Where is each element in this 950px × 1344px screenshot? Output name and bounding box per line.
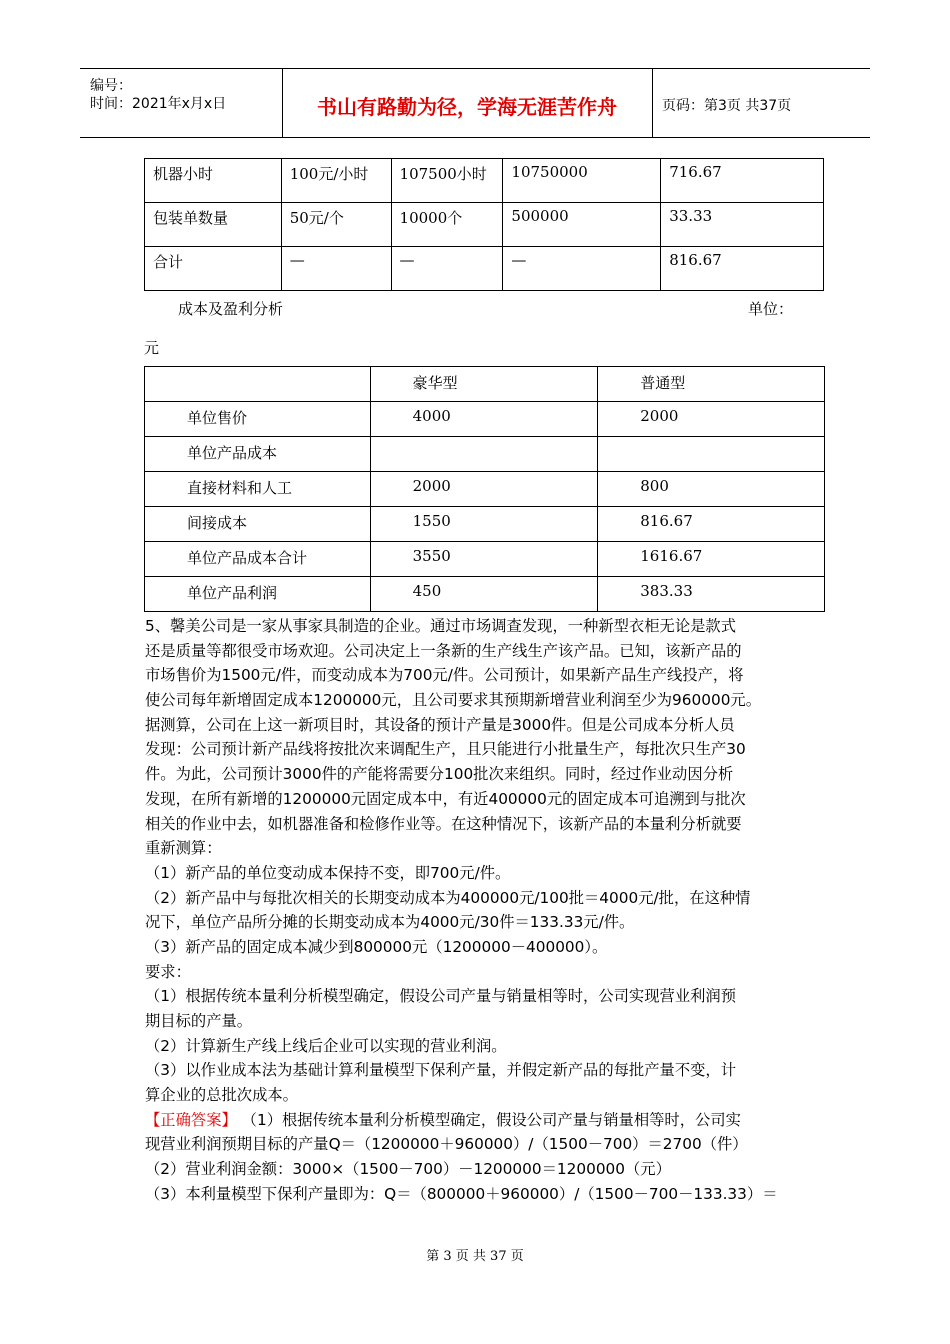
cell-text: 单位产品成本合计: [187, 549, 308, 567]
page-header: [80, 68, 870, 138]
cell-text: 100元/小时: [289, 165, 369, 183]
cost-profit-table: [144, 366, 825, 612]
cell-text: 机器小时: [153, 165, 214, 183]
cell-text: 2000: [640, 407, 679, 425]
paragraph-line: 据测算，公司在上这一新项目时，其设备的预计产量是3000件。但是公司成本分析人员: [145, 715, 735, 734]
cell-text: 2000: [412, 477, 451, 495]
cell-text: 豪华型: [412, 374, 458, 392]
cell-text: —: [399, 251, 415, 269]
paragraph-line: （3）以作业成本法为基础计算利量模型下保利产量，并假定新产品的每批产量不变，计: [145, 1061, 737, 1080]
header-page-label: 页码：第3页 共37页: [662, 98, 792, 114]
paragraph-line: 市场售价为1500元/件，而变动成本为700元/件。公司预计，如果新产品生产线投产，将: [145, 666, 744, 685]
paragraph-line: （1）新产品的单位变动成本保持不变，即700元/件。: [145, 863, 511, 882]
table-cell: [503, 159, 661, 203]
answer-line: （3）本利量模型下保利产量即为：Q＝（800000＋960000）/（1500－700－133.33）＝: [145, 1184, 778, 1203]
table-cell: [145, 247, 282, 291]
header-motto: 书山有路勤为径，学海无涯苦作舟: [317, 95, 617, 119]
table-cell: [370, 472, 598, 507]
table-cell: [370, 577, 598, 612]
table-row: [145, 247, 824, 291]
cell-text: 10000个: [399, 209, 463, 227]
table-cell: [598, 437, 825, 472]
table-row: [145, 472, 825, 507]
table-cell: [370, 437, 598, 472]
table-header-row: [145, 367, 825, 402]
header-left-cell: [80, 69, 283, 137]
cell-text: 合计: [153, 253, 184, 271]
table-row: [145, 542, 825, 577]
table-cell: [503, 203, 661, 247]
table-cell: [281, 203, 391, 247]
table-header-cell: [598, 367, 825, 402]
cell-text: —: [289, 251, 305, 269]
paragraph-line: 还是质量等都很受市场欢迎。公司决定上一条新的生产线生产该产品。已知，该新产品的: [145, 641, 742, 660]
cell-text: 50元/个: [289, 209, 344, 227]
table-cell: [391, 159, 503, 203]
cell-text: 3550: [412, 547, 451, 565]
table-header-cell: [145, 367, 371, 402]
cell-text: 间接成本: [187, 514, 248, 532]
table-cell: [598, 542, 825, 577]
cell-text: 单位产品利润: [187, 584, 278, 602]
cell-text: 33.33: [669, 207, 713, 225]
table-cell: [145, 507, 371, 542]
paragraph-line: 相关的作业中去，如机器准备和检修作业等。在这种情况下，该新产品的本量利分析就要: [145, 814, 742, 833]
analysis-title: 成本及盈利分析: [178, 300, 284, 318]
table-row: [145, 577, 825, 612]
cell-text: 单位产品成本: [187, 444, 278, 462]
paragraph-line: 况下，单位产品所分摊的长期变动成本为4000元/30件＝133.33元/件。: [145, 913, 635, 932]
cell-text: 500000: [511, 207, 569, 225]
paragraph-line: 算企业的总批次成本。: [145, 1086, 298, 1105]
header-page-cell: [652, 69, 870, 137]
cell-text: 10750000: [511, 163, 588, 181]
table-cell: [391, 247, 503, 291]
table-cell: [145, 402, 371, 437]
table-cell: [370, 507, 598, 542]
table-cell: [145, 159, 282, 203]
header-time-label: 时间：2021年x月x日: [90, 96, 227, 112]
table-cell: [281, 247, 391, 291]
header-motto-cell: [282, 69, 653, 137]
table-cell: [145, 542, 371, 577]
paragraph-line: 使公司每年新增固定成本1200000元，且公司要求其预期新增营业利润至少为960000元。: [145, 691, 762, 710]
paragraph-line: （2）新产品中与每批次相关的长期变动成本为400000元/100批＝4000元/批，在这种情: [145, 888, 751, 907]
answer-line: 现营业利润预期目标的产量Q＝（1200000＋960000）/（1500－700）＝2700（件）: [145, 1135, 748, 1154]
answer-first-line: [145, 1108, 815, 1133]
table-cell: [145, 203, 282, 247]
cell-text: 普通型: [640, 374, 686, 392]
table-cell: [598, 507, 825, 542]
paragraph-line: 期目标的产量。: [145, 1012, 253, 1030]
paragraph-line: 件。为此，公司预计3000件的产能将需要分100批次来组织。同时，经过作业动因分析: [145, 765, 734, 784]
table-cell: [598, 472, 825, 507]
analysis-unit-value: 元: [144, 339, 160, 357]
table-row: [145, 402, 825, 437]
table-row: [145, 159, 824, 203]
table-cell: [598, 402, 825, 437]
cell-text: 816.67: [640, 512, 693, 530]
page-footer: 第 3 页 共 37 页: [426, 1249, 524, 1264]
paragraph-line: 5、馨美公司是一家从事家具制造的企业。通过市场调查发现，一种新型衣柜无论是款式: [145, 617, 737, 635]
cell-text: 450: [412, 582, 442, 600]
paragraph-line: 要求：: [145, 962, 191, 981]
cell-text: 107500小时: [399, 165, 487, 183]
table-row: [145, 507, 825, 542]
table-row: [145, 203, 824, 247]
analysis-unit-label: 单位：: [748, 300, 794, 318]
cell-text: 直接材料和人工: [187, 479, 293, 497]
table-cell: [391, 203, 503, 247]
cell-text: 1550: [412, 512, 451, 530]
cell-text: 383.33: [640, 582, 693, 600]
cell-text: 1616.67: [640, 547, 703, 565]
table-cell: [145, 437, 371, 472]
problem-text: [145, 614, 815, 1207]
answer-line: （2）营业利润金额：3000×（1500－700）－1200000＝1200000（元）: [145, 1160, 671, 1179]
paragraph-line: 发现，在所有新增的1200000元固定成本中，有近400000元的固定成本可追溯到与批次: [145, 789, 746, 808]
answer-first-line-text: （1）根据传统本量利分析模型确定，假设公司产量与销量相等时，公司实: [236, 1110, 741, 1129]
table-cell: [503, 247, 661, 291]
table-cell: [370, 402, 598, 437]
header-code-label: 编号：: [90, 78, 132, 94]
table-cell: [661, 203, 824, 247]
paragraph-line: 发现：公司预计新产品线将按批次来调配生产，且只能进行小批量生产，每批次只生产30: [145, 740, 746, 759]
table-cell: [370, 542, 598, 577]
table-row: [145, 437, 825, 472]
table-cell: [598, 577, 825, 612]
paragraph-line: （3）新产品的固定成本减少到800000元（1200000－400000）。: [145, 937, 608, 956]
table-cell: [661, 159, 824, 203]
table-cell: [145, 472, 371, 507]
paragraph-line: 重新测算：: [145, 839, 222, 858]
cell-text: 4000: [412, 407, 451, 425]
cell-text: 单位售价: [187, 409, 248, 427]
paragraph-line: （1）根据传统本量利分析模型确定，假设公司产量与销量相等时，公司实现营业利润预: [145, 987, 737, 1006]
table-cell: [145, 577, 371, 612]
cell-text: 包装单数量: [153, 209, 229, 227]
table-cell: [661, 247, 824, 291]
cell-text: 816.67: [669, 251, 722, 269]
table-cell: [281, 159, 391, 203]
cell-text: 716.67: [669, 163, 722, 181]
answer-label: 【正确答案】: [145, 1110, 237, 1129]
cell-text: 800: [640, 477, 669, 495]
cell-text: —: [511, 251, 527, 269]
table-header-cell: [370, 367, 598, 402]
paragraph-line: （2）计算新生产线上线后企业可以实现的营业利润。: [145, 1036, 507, 1055]
activity-cost-table: [144, 158, 824, 291]
